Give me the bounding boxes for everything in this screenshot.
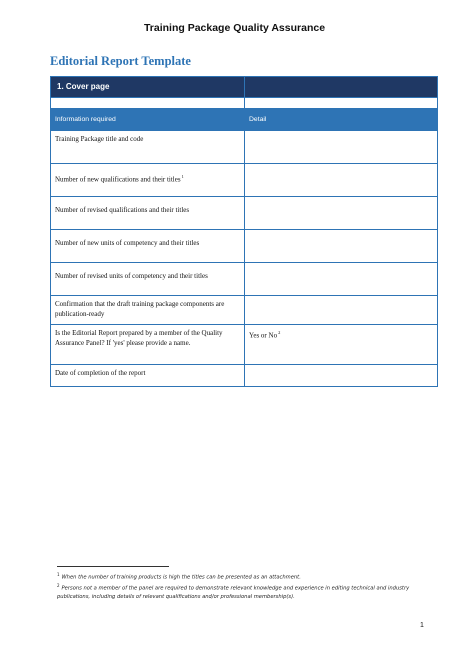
row-label: Confirmation that the draft training package components are publication-ready <box>51 296 245 325</box>
row-detail <box>245 164 438 197</box>
row-detail <box>245 365 438 387</box>
spacer-row <box>51 98 438 109</box>
table-row <box>51 325 438 365</box>
row-label: Training Package title and code <box>51 131 245 164</box>
row-detail: Yes or No$^2$ <box>245 325 438 365</box>
spacer-cell <box>51 98 245 109</box>
row-label: Is the Editorial Report prepared by a member of the Quality Assurance Panel? If 'yes' please provide a name. <box>51 325 245 365</box>
cover-page-table <box>50 76 438 387</box>
document-title: Editorial Report Template <box>50 54 191 68</box>
row-label: Date of completion of the report <box>51 365 245 387</box>
table-row <box>51 263 438 296</box>
footnote-ref: 2 <box>278 330 281 335</box>
footnote: $^1$When the number of training products is high the titles can be presented as an attachment. <box>57 572 301 581</box>
table-row <box>51 296 438 325</box>
footnote-separator <box>57 566 169 567</box>
footnotes <box>57 571 429 602</box>
row-label: Number of revised qualifications and their titles <box>51 197 245 230</box>
row-detail <box>245 296 438 325</box>
section-label: 1. Cover page <box>51 77 245 98</box>
row-detail <box>245 230 438 263</box>
table-row <box>51 230 438 263</box>
row-label: Number of revised units of competency and their titles <box>51 263 245 296</box>
row-detail <box>245 131 438 164</box>
section-header-blank <box>245 77 438 98</box>
table-row <box>51 365 438 387</box>
section-header-row <box>51 77 438 98</box>
row-label: Number of new units of competency and their titles <box>51 230 245 263</box>
column-header-detail: Detail <box>245 109 438 131</box>
footnote-ref: 1 <box>181 174 184 179</box>
column-header-information-required: Information required <box>51 109 245 131</box>
column-header-row <box>51 109 438 131</box>
footnote: $^2$Persons not a member of the panel are required to demonstrate relevant knowledge and experience in editing technical and industry publications, including details of relevant qualifications and/or professional membership(s). <box>57 583 410 601</box>
table-row <box>51 197 438 230</box>
row-label: Number of new qualifications and their titles$^1$ <box>51 164 245 197</box>
spacer-cell <box>245 98 438 109</box>
table-row <box>51 164 438 197</box>
page-header: Training Package Quality Assurance <box>143 22 326 34</box>
row-detail <box>245 197 438 230</box>
row-detail <box>245 263 438 296</box>
table-row <box>51 131 438 164</box>
page-number: 1 <box>420 622 424 629</box>
